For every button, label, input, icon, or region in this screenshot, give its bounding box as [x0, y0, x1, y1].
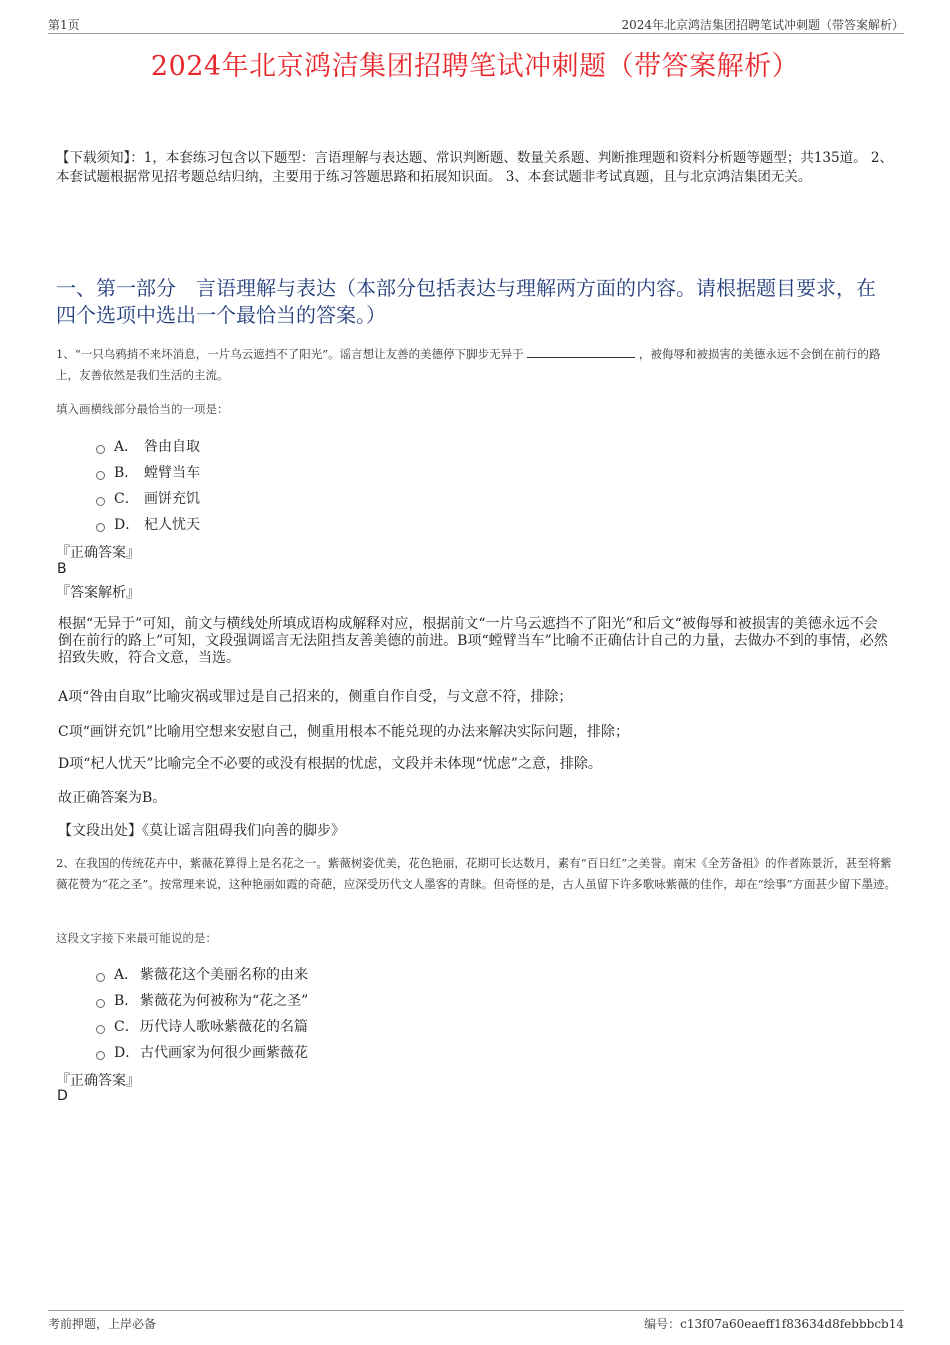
analysis-paragraph: 故正确答案为B。: [58, 790, 167, 806]
section-heading: 一、第一部分 言语理解与表达（本部分包括表达与理解两方面的内容。请根据题目要求，在四个选项中选出一个最恰当的答案。）: [56, 276, 876, 327]
analysis-paragraph: D项“杞人忧天”比喻完全不必要的或没有根据的忧虑，文段并未体现“忧虑”之意，排除。: [58, 756, 602, 772]
question-1-answer: B: [57, 561, 67, 577]
footer-serial: 编号：c13f07a60eaeff1f83634d8febbbcb14: [644, 1317, 904, 1331]
question-1-option-a[interactable]: [96, 433, 200, 459]
question-2-prompt: 这段文字接下来最可能说的是：: [56, 931, 217, 945]
question-2-stem: 2、在我国的传统花卉中，紫薇花算得上是名花之一。紫薇树姿优美，花色艳丽，花期可长达数月，素有“百日红”之美誉。南宋《全芳备祖》的作者陈景沂，甚至将紫薇花赞为“花之圣”。按常理来说，这种艳丽如霞的奇葩，应深受历代文人墨客的青睐。但奇怪的是，古人虽留下许多歌咏紫薇的佳作，却在“绘事”方面甚少留下墨迹。: [56, 856, 897, 891]
page-footer: [48, 1310, 904, 1331]
question-1-stem: [56, 344, 902, 386]
option-letter: A．: [114, 967, 139, 983]
question-1-answer-label: 『正确答案』: [56, 545, 140, 561]
question-2-answer: D: [57, 1088, 68, 1104]
question-1-options: [96, 433, 200, 537]
radio-icon[interactable]: [96, 445, 105, 454]
option-letter: B．: [114, 465, 139, 481]
option-letter: D．: [114, 1045, 140, 1061]
radio-icon[interactable]: [96, 497, 105, 506]
question-2-options: [96, 961, 308, 1065]
question-1-option-d[interactable]: [96, 511, 200, 537]
option-text: 古代画家为何很少画紫薇花: [140, 1045, 308, 1061]
question-1-text-before: 1、“一只乌鸦捎不来坏消息，一片乌云遮挡不了阳光”。谣言想让友善的美德停下脚步无异于: [56, 347, 524, 361]
question-1-option-c[interactable]: [96, 485, 200, 511]
page-header: [48, 14, 904, 34]
option-text: 紫薇花为何被称为“花之圣”: [140, 993, 309, 1009]
question-1-text-after: ，被侮辱和被损害的美德永远不会倒在前行的路上，友善依然是我们生活的主流。: [56, 347, 881, 382]
radio-icon[interactable]: [96, 999, 105, 1008]
radio-icon[interactable]: [96, 1051, 105, 1060]
option-text: 历代诗人歌咏紫薇花的名篇: [140, 1019, 308, 1035]
question-1-prompt: 填入画横线部分最恰当的一项是：: [56, 402, 229, 416]
option-letter: C．: [114, 1019, 139, 1035]
option-text: 紫薇花这个美丽名称的由来: [140, 967, 308, 983]
option-letter: B．: [114, 993, 139, 1009]
option-letter: A．: [114, 439, 139, 455]
question-1-source: 【文段出处】《莫让谣言阻碍我们向善的脚步》: [58, 823, 345, 839]
radio-icon[interactable]: [96, 1025, 105, 1034]
analysis-paragraph: 根据“无异于”可知，前文与横线处所填成语构成解释对应，根据前文“一片乌云遮挡不了阳光”和后文“被侮辱和被损害的美德永远不会倒在前行的路上”可知，文段强调谣言无法阻挡友善美德的前进。B项“螳臂当车”比喻不正确估计自己的力量，去做办不到的事情，必然招致失败，符合文意，当选。: [58, 616, 888, 666]
question-1-analysis-label: 『答案解析』: [56, 585, 140, 601]
download-notice: 【下载须知】：1，本套练习包含以下题型：言语理解与表达题、常识判断题、数量关系题、判断推理题和资料分析题等题型；共135道。 2、本套试题根据常见招考题总结归纳，主要用于练习答题思路和拓展知识面。 3、本套试题非考试真题，且与北京鸿洁集团无关。: [56, 150, 893, 185]
analysis-paragraph: C项“画饼充饥”比喻用空想来安慰自己，侧重用根本不能兑现的办法来解决实际问题，排除；: [58, 724, 630, 740]
radio-icon[interactable]: [96, 523, 105, 532]
question-2-option-a[interactable]: [96, 961, 308, 987]
radio-icon[interactable]: [96, 471, 105, 480]
question-2-option-d[interactable]: [96, 1039, 308, 1065]
option-text: 咎由自取: [144, 439, 200, 455]
question-1-option-b[interactable]: [96, 459, 200, 485]
question-2-option-b[interactable]: [96, 987, 308, 1013]
header-doc-name: 2024年北京鸿洁集团招聘笔试冲刺题（带答案解析）: [621, 18, 904, 32]
radio-icon[interactable]: [96, 973, 105, 982]
question-2-answer-label: 『正确答案』: [56, 1073, 140, 1089]
question-2-option-c[interactable]: [96, 1013, 308, 1039]
document-title: 2024年北京鸿洁集团招聘笔试冲刺题（带答案解析）: [150, 51, 800, 82]
analysis-paragraph: A项“咎由自取”比喻灾祸或罪过是自己招来的，侧重自作自受，与文意不符，排除；: [58, 689, 573, 705]
option-text: 画饼充饥: [144, 491, 200, 507]
option-text: 杞人忧天: [144, 517, 200, 533]
page-number: 第1页: [48, 18, 80, 32]
option-text: 螳臂当车: [144, 465, 200, 481]
footer-slogan: 考前押题，上岸必备: [48, 1317, 157, 1331]
question-1-blank: [527, 345, 635, 358]
option-letter: C．: [114, 491, 139, 507]
option-letter: D．: [114, 517, 140, 533]
